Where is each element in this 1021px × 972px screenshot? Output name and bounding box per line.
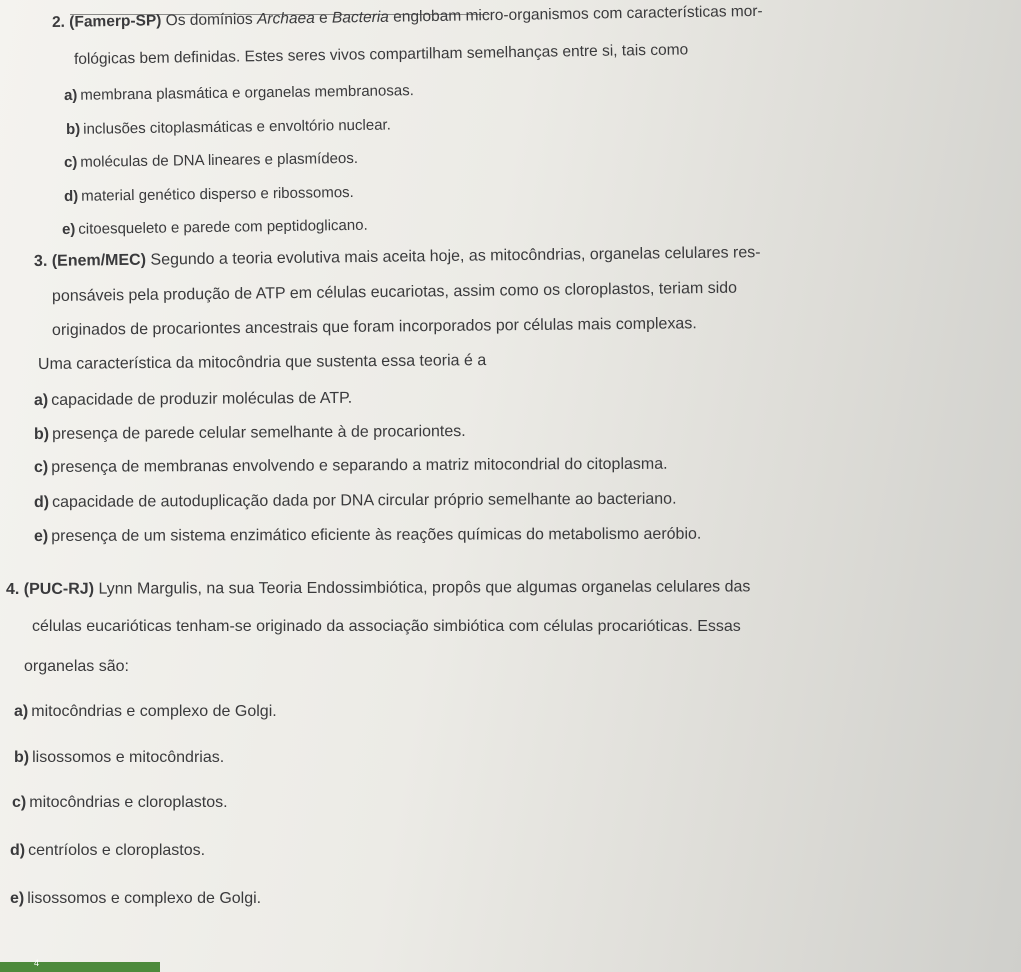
page-number: 4 (34, 958, 40, 968)
q2-stem-line1: 2. (Famerp-SP) Os domínios Archaea e Bacteria englobam micro-organismos com características mor- (51, 2, 763, 31)
q3-option-e: e) presença de um sistema enzimático eficiente às reações químicas do metabolismo aeróbio. (33, 525, 702, 545)
q3-stem-line4: Uma característica da mitocôndria que sustenta essa teoria é a (37, 352, 487, 373)
q2-option-c: c) moléculas de DNA lineares e plasmídeos. (63, 149, 359, 171)
q4-stem-line1: 4. (PUC-RJ) Lynn Margulis, na sua Teoria Endossimbiótica, propôs que algumas organelas celulares das (5, 578, 751, 598)
q4-option-c: c) mitocôndrias e cloroplastos. (12, 794, 228, 811)
q3-source: (Enem/MEC) (51, 251, 147, 270)
q2-source: (Famerp-SP) (69, 12, 162, 31)
q2-number: 2. (51, 13, 66, 31)
q3-option-a: a) capacidade de produzir moléculas de ATP. (33, 389, 353, 409)
q2-stem-line2: fológicas bem definidas. Estes seres vivos compartilham semelhanças entre si, tais como (73, 41, 689, 68)
q4-option-a: a) mitocôndrias e complexo de Golgi. (14, 703, 277, 720)
q4-source: (PUC-RJ) (23, 580, 95, 598)
q4-number: 4. (5, 580, 20, 598)
q2-option-b: b) inclusões citoplasmáticas e envoltório nuclear. (65, 116, 391, 138)
q3-option-d: d) capacidade de autoduplicação dada por DNA circular próprio semelhante ao bacteriano. (33, 490, 677, 511)
q2-option-e: e) citoesqueleto e parede com peptidoglicano. (61, 216, 368, 238)
q4-option-e: e) lisossomos e complexo de Golgi. (10, 890, 262, 907)
q2-option-d: d) material genético disperso e ribossomos. (63, 183, 354, 205)
footer-bar (0, 962, 160, 972)
q3-stem-line3: originados de procariontes ancestrais que foram incorporados por células mais complexas. (51, 315, 697, 339)
q3-option-b: b) presença de parede celular semelhante à de procariontes. (33, 422, 466, 443)
q3-stem-line1: 3. (Enem/MEC) Segundo a teoria evolutiva mais aceita hoje, as mitocôndrias, organelas celulares res- (33, 244, 761, 270)
q2-option-a: a) membrana plasmática e organelas membranosas. (63, 82, 414, 104)
q4-option-b: b) lisossomos e mitocôndrias. (14, 749, 225, 766)
q3-stem-line2: ponsáveis pela produção de ATP em células eucariotas, assim como os cloroplastos, teriam sido (51, 279, 738, 305)
q4-stem-line3: organelas são: (24, 658, 129, 675)
q4-stem-line2: células eucarióticas tenham-se originado da associação simbiótica com células procarióticas. Essas (32, 618, 741, 635)
q3-option-c: c) presença de membranas envolvendo e separando a matriz mitocondrial do citoplasma. (33, 455, 668, 476)
q4-option-d: d) centríolos e cloroplastos. (10, 842, 206, 859)
q3-number: 3. (33, 252, 48, 270)
